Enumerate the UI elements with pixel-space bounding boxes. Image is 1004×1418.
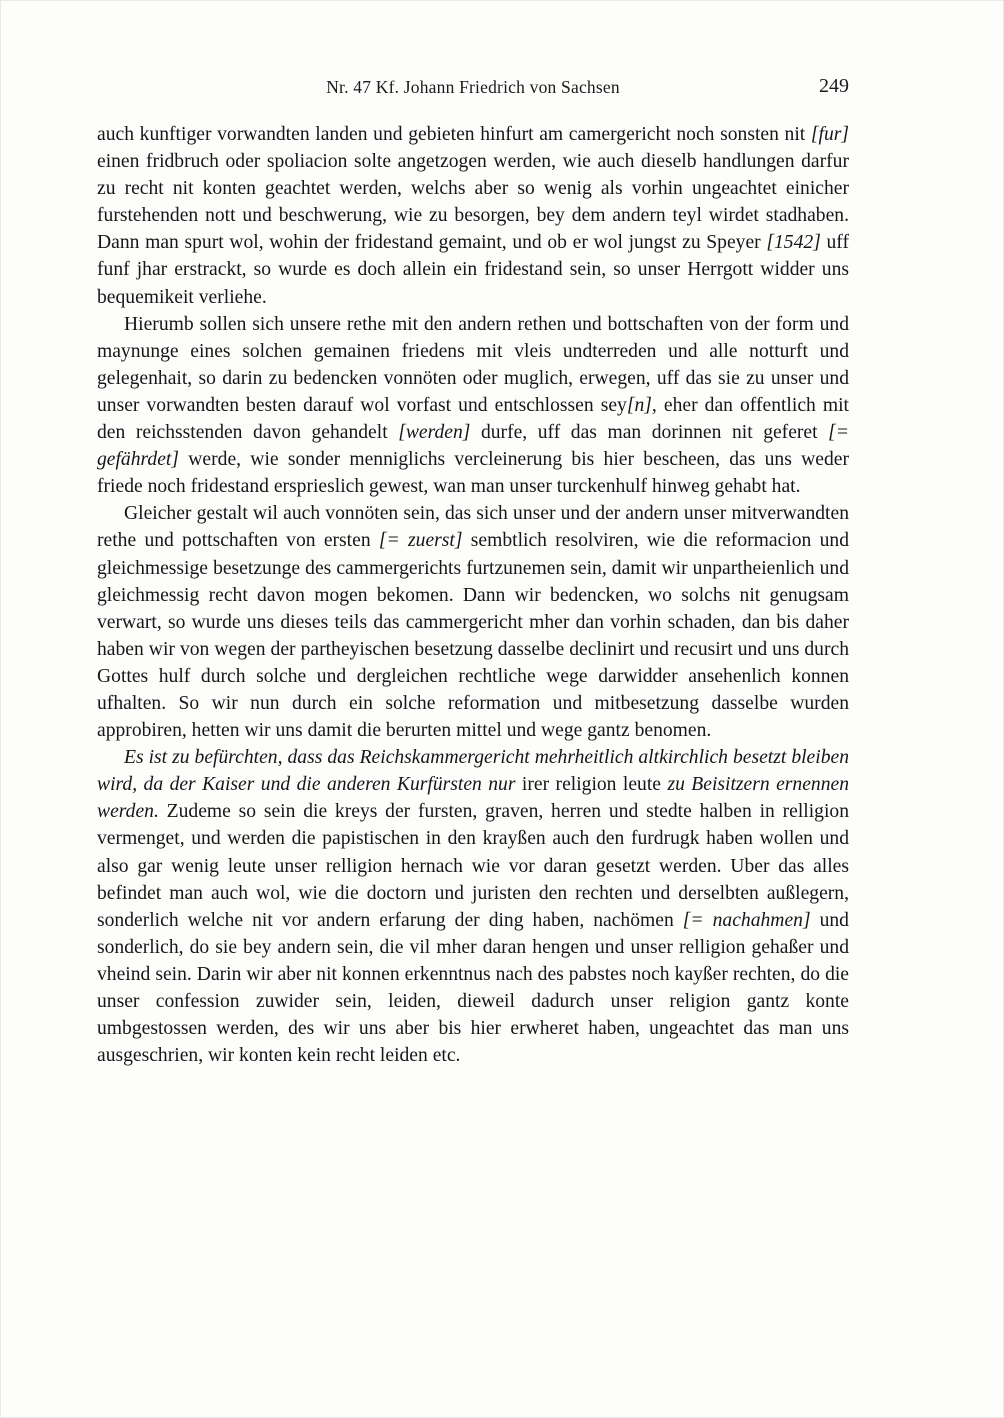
text-segment: irer religion leute — [515, 774, 668, 796]
text-segment: uff funf jhar erstrackt, so wurde es doch allein ein fridestand sein, so unser Herrgott widder uns bequemikeit verliehe. — [97, 232, 849, 308]
editorial-italic-segment: [1542] — [766, 232, 821, 254]
text-segment: Hierumb sollen sich unsere rethe mit den andern rethen und bottschaften von der form und maynunge eines solchen gemainen friedens mit vleis undterreden und alle notturft und gelegenhait, so darin zu bedencken vonnöten oder muglich, erwegen, uff das sie zu unser und unser vorwandten besten darauf wol vorfast und entschlossen sey — [97, 313, 849, 416]
editorial-italic-segment: [= gefährdet] — [97, 422, 849, 471]
running-head — [97, 77, 849, 105]
body-text — [97, 121, 849, 1069]
paragraph — [97, 744, 849, 1069]
text-segment: Gleicher gestalt wil auch vonnöten sein, das sich unser und der andern unser mitverwandten rethe und pottschaften von ersten — [97, 503, 849, 552]
paragraph — [97, 500, 849, 744]
paragraph — [97, 121, 849, 311]
text-segment: und sonderlich, do sie bey andern sein, die vil mher daran hengen und unser relligion gehaßer und vheind sein. Darin wir aber nit konnen erkenntnus nach des pabstes noch kayßer rechten, do die unser confession zuwider sein, leiden, dieweil dadurch unser religion gantz konte umbgestossen werden, des wir uns aber bis hier erwheret haben, ungeachtet das man uns ausgeschrien, wir konten kein recht leiden etc. — [97, 909, 849, 1067]
text-segment: sembtlich resolviren, wie die reformacion und gleichmessige besetzunge des cammergerichts furtzunemen sein, damit wir unpartheienlich und gleichmessig recht davon mogen bekomen. Dann wir bedencken, wo solchs nit genugsam verwart, so wurde uns dieses teils das cammergericht mher dan vorhin schaden, dan bis daher haben wir von wegen der partheyischen besetzung dasselbe declinirt und recusirt und uns durch Gottes hulf durch solche und dergleichen rechtliche wege darwidder ansehenlich konnen ufhalten. So wir nun durch ein solche reformation und mitbesetzung dasselbe wurden approbiren, hetten wir uns damit die berurten mittel und wege gantz benomen. — [97, 530, 849, 742]
text-segment: auch kunftiger vorwandten landen und gebieten hinfurt am camergericht noch sonsten nit — [97, 124, 811, 145]
text-segment: durfe, uff das man dorinnen nit geferet — [470, 422, 829, 444]
editorial-italic-segment: [= nachahmen] — [682, 909, 811, 931]
editorial-italic-segment: Es ist zu befürchten, dass das Reichskammergericht mehrheitlich altkirchlich besetzt bleiben wird, da der Kaiser und die anderen Kurfürsten nur — [97, 747, 849, 796]
editorial-italic-segment: [werden] — [398, 422, 471, 444]
text-column — [97, 77, 849, 1069]
text-segment: Zudeme so sein die kreys der fursten, graven, herren und stedte halben in relligion vermenget, und werden die papistischen in den krayßen auch den furdrugk haben wollen und also gar wenig leute unser relligion hernach wie vor daran gesetzt werden. Uber das alles befindet man auch wol, wie die doctorn und juristen den rechten und derselbten außlegern, sonderlich welche nit vor andern erfarung der ding haben, nachömen — [97, 801, 849, 931]
editorial-italic-segment: zu Beisitzern ernennen werden. — [97, 774, 849, 823]
text-segment: , eher dan offentlich mit den reichsstenden davon gehandelt — [97, 394, 849, 444]
paragraph — [97, 311, 849, 501]
page-number: 249 — [819, 75, 849, 97]
running-head-title: Nr. 47 Kf. Johann Friedrich von Sachsen — [326, 77, 620, 97]
text-segment: werde, wie sonder menniglichs vercleinerung bis hier bescheen, das uns weder friede noch fridestand ersprieslich gewest, wan man unser turckenhulf hinweg gehabt hat. — [97, 449, 849, 498]
editorial-italic-segment: [n] — [626, 394, 652, 416]
editorial-italic-segment: [fur] — [810, 124, 849, 145]
editorial-italic-segment: [= zuerst] — [378, 530, 463, 552]
text-segment: einen fridbruch oder spoliacion solte angetzogen werden, wie auch dieselb handlungen darfur zu recht nit konten geachtet werden, welchs aber so wenig als vorhin ungeachtet einicher furstehenden nott und beschwerung, wie zu besorgen, bey dem andern teyl wirdet stadhaben. Dann man spurt wol, wohin der fridestand gemaint, und ob er wol jungst zu Speyer — [97, 151, 849, 254]
